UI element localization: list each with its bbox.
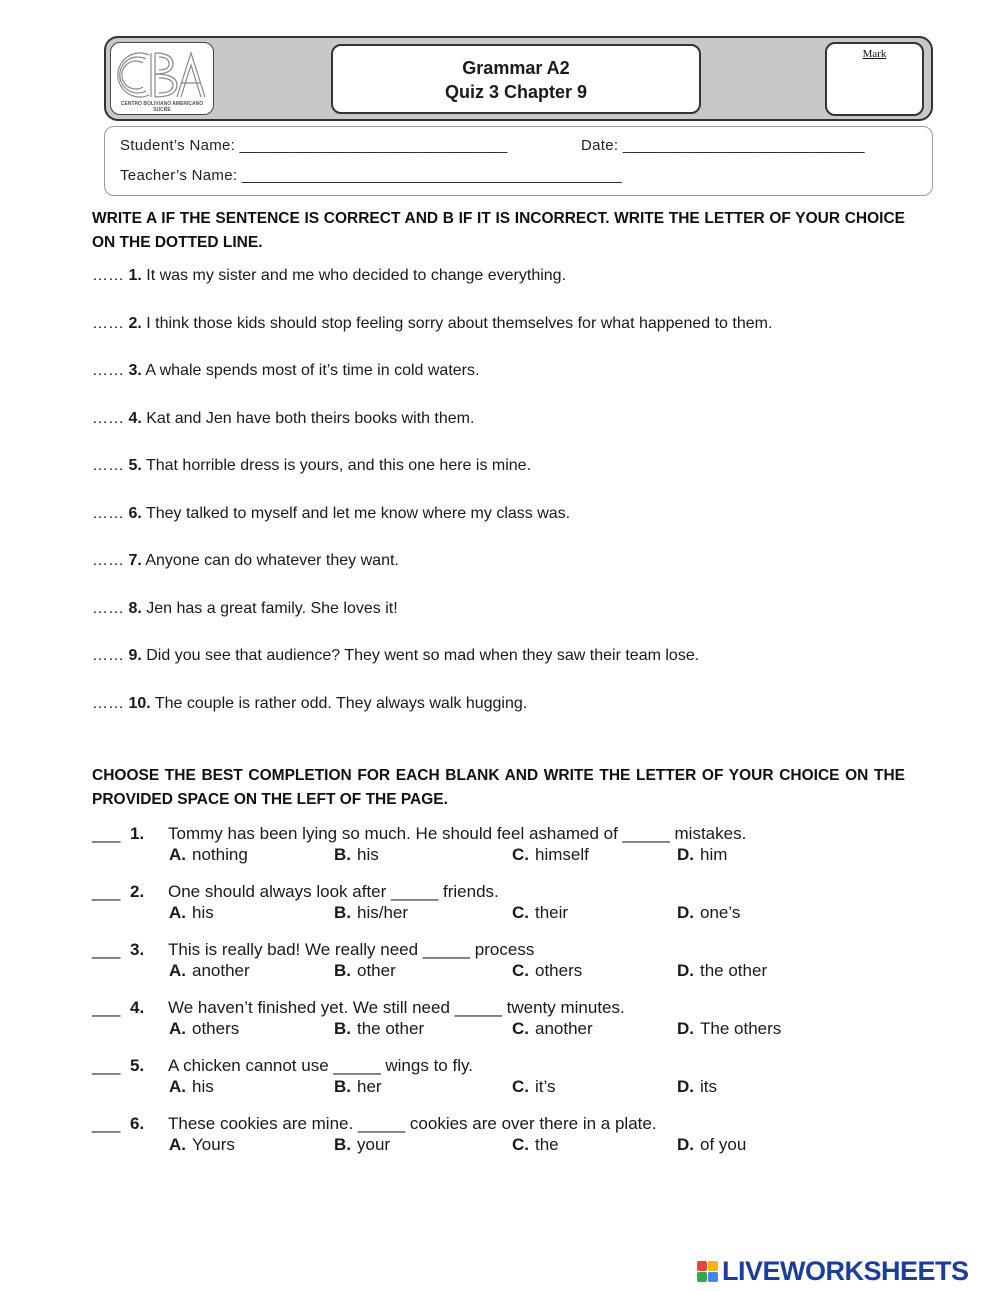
part2-item (92, 882, 912, 928)
option-letter: A. (169, 845, 186, 864)
option-letter: B. (334, 845, 351, 864)
option-letter: A. (169, 1135, 186, 1154)
option-text: other (357, 961, 396, 980)
option-letter: B. (334, 961, 351, 980)
part1-item (92, 695, 527, 713)
answer-blank[interactable]: …… (92, 457, 124, 474)
option-letter: B. (334, 1019, 351, 1038)
item-number: 3. (130, 940, 145, 959)
student-info-box (104, 126, 933, 196)
option-text: of you (700, 1135, 747, 1154)
option-letter: C. (512, 1077, 529, 1096)
answer-blank[interactable]: ___ (92, 1114, 121, 1133)
icon-square-2 (708, 1261, 718, 1271)
option-letter: D. (677, 961, 694, 980)
option-c (512, 903, 568, 923)
option-b (334, 1135, 390, 1155)
option-b (334, 1077, 382, 1097)
option-text: it’s (535, 1077, 556, 1096)
option-text: others (535, 961, 583, 980)
option-a (169, 845, 248, 865)
item-sentence: I think those kids should stop feeling sorry about themselves for what happened to them. (146, 315, 773, 332)
page-subtitle: Quiz 3 Chapter 9 (444, 82, 588, 102)
answer-blank[interactable]: …… (92, 505, 124, 522)
item-number: 2. (128, 315, 142, 332)
item-sentence: The couple is rather odd. They always walk hugging. (154, 695, 528, 712)
student-name-field[interactable]: Student’s Name: _______________________________ (120, 137, 508, 154)
answer-blank[interactable]: …… (92, 267, 124, 284)
item-question: Tommy has been lying so much. He should feel ashamed of _____ mistakes. (168, 824, 747, 843)
liveworksheets-icon (697, 1261, 718, 1282)
part1-item (92, 362, 479, 380)
item-sentence: It was my sister and me who decided to change everything. (146, 267, 567, 284)
option-c (512, 1019, 593, 1039)
part1-item (92, 410, 474, 428)
item-number: 2. (130, 882, 145, 901)
answer-blank[interactable]: …… (92, 647, 124, 664)
answer-blank[interactable]: ___ (92, 1056, 121, 1075)
answer-blank[interactable]: …… (92, 695, 124, 712)
option-letter: A. (169, 961, 186, 980)
option-text: his (192, 1077, 214, 1096)
page-title: Grammar A2 (462, 58, 570, 78)
item-number: 10. (128, 695, 151, 712)
part1-item (92, 457, 531, 475)
part2-item (92, 1056, 912, 1102)
mark-box[interactable] (825, 42, 924, 116)
item-number: 4. (128, 410, 142, 427)
option-letter: D. (677, 1077, 694, 1096)
option-letter: D. (677, 1135, 694, 1154)
item-number: 8. (128, 600, 142, 617)
option-c (512, 961, 582, 981)
option-d (677, 845, 727, 865)
option-a (169, 961, 250, 981)
item-sentence: Jen has a great family. She loves it! (146, 600, 398, 617)
option-b (334, 903, 408, 923)
option-c (512, 1077, 555, 1097)
icon-square-1 (697, 1261, 707, 1271)
option-letter: A. (169, 1077, 186, 1096)
option-letter: C. (512, 845, 529, 864)
teacher-name-field[interactable]: Teacher’s Name: ____________________________________________ (120, 167, 623, 184)
option-d (677, 1019, 781, 1039)
answer-blank[interactable]: ___ (92, 940, 121, 959)
option-letter: D. (677, 845, 694, 864)
item-question: We haven’t finished yet. We still need _____ twenty minutes. (168, 998, 625, 1017)
answer-blank[interactable]: ___ (92, 824, 121, 843)
answer-blank[interactable]: …… (92, 552, 124, 569)
option-text: him (700, 845, 728, 864)
option-text: his/her (357, 903, 409, 922)
item-question: One should always look after _____ friends. (168, 882, 499, 901)
option-text: his (357, 845, 379, 864)
item-sentence: That horrible dress is yours, and this one here is mine. (145, 457, 532, 474)
part2-item (92, 1114, 912, 1160)
item-sentence: They talked to myself and let me know where my class was. (145, 505, 571, 522)
item-number: 7. (128, 552, 142, 569)
icon-square-3 (697, 1272, 707, 1282)
logo-caption: CENTRO BOLIVIANO AMERICANO SUCRE (120, 101, 204, 113)
option-letter: B. (334, 1077, 351, 1096)
option-d (677, 961, 767, 981)
option-letter: C. (512, 1135, 529, 1154)
part2-item (92, 998, 912, 1044)
item-question: These cookies are mine. _____ cookies are over there in a plate. (168, 1114, 657, 1133)
option-letter: C. (512, 1019, 529, 1038)
option-letter: A. (169, 903, 186, 922)
option-a (169, 1077, 214, 1097)
option-text: her (357, 1077, 382, 1096)
option-d (677, 903, 740, 923)
option-text: their (535, 903, 569, 922)
option-text: the other (700, 961, 768, 980)
item-number: 9. (128, 647, 142, 664)
item-number: 4. (130, 998, 145, 1017)
mark-label: Mark (862, 48, 887, 60)
option-letter: B. (334, 1135, 351, 1154)
option-text: others (192, 1019, 240, 1038)
option-letter: C. (512, 903, 529, 922)
option-d (677, 1077, 717, 1097)
part1-instruction: WRITE A IF THE SENTENCE IS CORRECT AND B IF IT IS INCORRECT. WRITE THE LETTER OF YOUR CHOICE ON THE DOTTED LINE. (92, 210, 905, 251)
item-sentence: Anyone can do whatever they want. (145, 552, 399, 569)
part2-instruction: CHOOSE THE BEST COMPLETION FOR EACH BLANK AND WRITE THE LETTER OF YOUR CHOICE ON THE PROVIDED SPACE ON THE LEFT OF THE PAGE. (92, 767, 905, 808)
option-text: the other (357, 1019, 425, 1038)
logo-text: CBA (160, 77, 164, 78)
option-c (512, 1135, 559, 1155)
option-b (334, 845, 379, 865)
item-question: A chicken cannot use _____ wings to fly. (168, 1056, 473, 1075)
icon-square-4 (708, 1272, 718, 1282)
item-sentence: Did you see that audience? They went so mad when they saw their team lose. (146, 647, 700, 664)
option-text: one’s (700, 903, 741, 922)
item-number: 6. (128, 505, 142, 522)
part1-item (92, 600, 398, 618)
option-text: another (192, 961, 250, 980)
option-text: his (192, 903, 214, 922)
part2-item (92, 824, 912, 870)
item-number: 1. (128, 267, 142, 284)
item-number: 6. (130, 1114, 145, 1133)
answer-blank[interactable]: …… (92, 600, 124, 617)
item-number: 5. (128, 457, 142, 474)
liveworksheets-brand (697, 1256, 969, 1286)
option-letter: A. (169, 1019, 186, 1038)
option-b (334, 1019, 424, 1039)
part1-item (92, 505, 570, 523)
answer-blank[interactable]: …… (92, 362, 124, 379)
option-a (169, 1135, 235, 1155)
option-a (169, 1019, 239, 1039)
part1-item (92, 647, 699, 665)
option-letter: B. (334, 903, 351, 922)
option-text: Yours (192, 1135, 235, 1154)
answer-blank[interactable]: …… (92, 315, 124, 332)
title-box (331, 44, 701, 114)
item-sentence: A whale spends most of it’s time in cold waters. (145, 362, 480, 379)
liveworksheets-text: LIVEWORKSHEETS (722, 1255, 969, 1286)
answer-blank[interactable]: …… (92, 410, 124, 427)
option-text: The others (700, 1019, 782, 1038)
part2-item (92, 940, 912, 986)
option-text: the (535, 1135, 559, 1154)
option-a (169, 903, 214, 923)
item-number: 1. (130, 824, 145, 843)
answer-blank[interactable]: ___ (92, 882, 121, 901)
part1-item (92, 315, 772, 333)
option-text: himself (535, 845, 589, 864)
cba-logo-graphic (115, 47, 209, 103)
cba-logo (110, 42, 214, 115)
date-field[interactable]: Date: ____________________________ (581, 137, 865, 154)
option-text: another (535, 1019, 593, 1038)
item-number: 5. (130, 1056, 145, 1075)
option-text: its (700, 1077, 717, 1096)
option-d (677, 1135, 746, 1155)
option-text: nothing (192, 845, 248, 864)
option-c (512, 845, 589, 865)
part1-item (92, 267, 566, 285)
option-letter: C. (512, 961, 529, 980)
part1-item (92, 552, 399, 570)
item-question: This is really bad! We really need _____ process (168, 940, 535, 959)
item-sentence: Kat and Jen have both theirs books with them. (146, 410, 475, 427)
option-text: your (357, 1135, 391, 1154)
item-number: 3. (128, 362, 142, 379)
answer-blank[interactable]: ___ (92, 998, 121, 1017)
option-letter: D. (677, 903, 694, 922)
option-letter: D. (677, 1019, 694, 1038)
option-b (334, 961, 396, 981)
